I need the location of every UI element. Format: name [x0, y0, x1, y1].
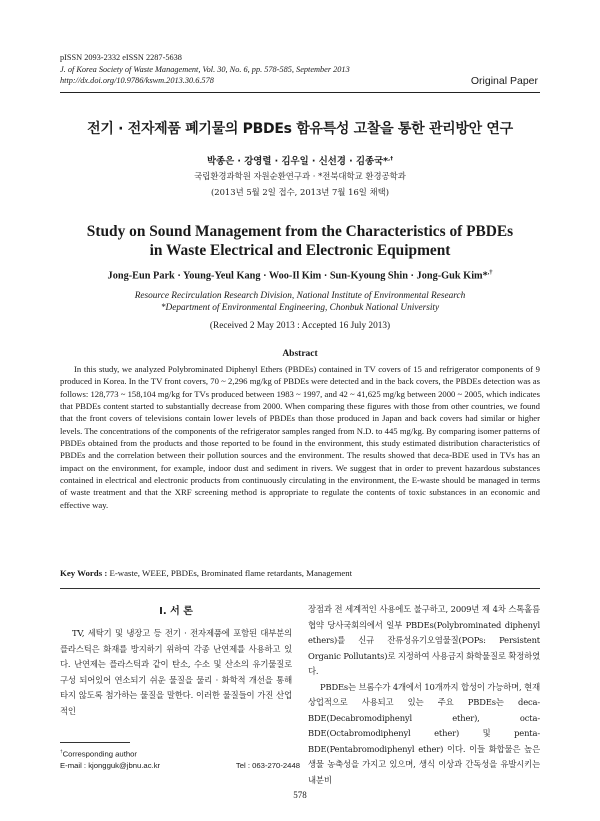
korean-title: 전기 · 전자제품 폐기물의 PBDEs 함유특성 고찰을 통한 관리방안 연구 — [87, 121, 513, 137]
abstract-heading: Abstract — [282, 349, 318, 359]
keywords-label: Key Words : — [60, 568, 108, 578]
keywords-rule — [60, 588, 540, 589]
keywords-text: E-waste, WEEE, PBDEs, Brominated flame retardants, Management — [107, 568, 353, 578]
issn-line: pISSN 2093-2332 eISSN 2287-5638 — [60, 53, 182, 62]
english-dates: (Received 2 May 2013 : Accepted 16 July 2013) — [209, 321, 391, 331]
section-heading-text: I. 서 론 — [159, 606, 193, 617]
english-authors-mark: ,† — [487, 269, 493, 276]
body-paragraph: 장점과 전 세계적인 사용에도 불구하고, 2009년 제 4차 스톡홀름협약 당사국회의에서 일부 PBDEs(Polybrominated diphenyl ethers)를 신규 잔류성유기오염물질(POPs: Persistent Organic Pollutants)로 지정하여 사용금지 화학물질로 확정하였다. — [308, 604, 540, 676]
footnote-rule — [60, 742, 130, 743]
footnote-mark: † — [60, 749, 63, 754]
korean-authors — [50, 153, 550, 167]
page-number: 578 — [293, 790, 307, 800]
english-title — [50, 222, 550, 260]
english-affiliation-line2: *Department of Environmental Engineering, Chonbuk National University — [160, 303, 440, 313]
english-affiliation — [50, 290, 550, 314]
footnote-label: Corresponding author — [62, 749, 137, 759]
corresponding-author-footnote — [60, 746, 300, 771]
author-phone: Tel : 063-270-2448 — [235, 760, 300, 770]
body-paragraph: TV, 세탁기 및 냉장고 등 전기 · 전자제품에 포함된 대부분의 플라스틱은 화재를 방지하기 위하여 각종 난연제를 사용하고 있다. 난연제는 플라스틱과 같이 탄소, 수소 및 산소의 유기물질로 구성 되어있어 연소되기 쉬운 물질을 물리 · 화학적 개선을 통해 타지 않도록 첨가하는 물질을 말한다. 이러한 물질들이 가진 산업적인 — [60, 628, 292, 716]
keywords — [60, 568, 540, 578]
korean-affiliation: 국립환경과학원 자원순환연구과 · *전북대학교 환경공학과 — [194, 171, 406, 181]
english-title-line1: Study on Sound Management from the Characteristics of PBDEs — [86, 223, 514, 240]
journal-header — [60, 52, 480, 87]
doi-link[interactable]: http://dx.doi.org/10.9786/kswm.2013.30.6.578 — [60, 76, 214, 86]
korean-authors-names: 박종은 · 강영렬 · 김우일 · 신선경 · 김종국* — [206, 156, 389, 167]
korean-dates: (2013년 5월 2일 접수, 2013년 7월 16일 채택) — [210, 187, 389, 197]
body-left-column — [60, 600, 292, 719]
english-title-line2: in Waste Electrical and Electronic Equipment — [149, 242, 451, 259]
footnote-label-line — [60, 746, 300, 760]
article-type-label: Original Paper — [470, 75, 538, 87]
journal-citation: J. of Korea Society of Waste Management, Vol. 30, No. 6, pp. 578-585, September 2013 — [60, 64, 350, 74]
english-authors — [50, 269, 550, 281]
author-email[interactable]: E-mail : kjongguk@jbnu.ac.kr — [60, 760, 161, 770]
english-affiliation-line1: Resource Recirculation Research Division, National Institute of Environmental Research — [134, 291, 466, 301]
korean-authors-mark: ,† — [388, 155, 394, 162]
section-heading — [60, 600, 292, 617]
body-paragraph: PBDEs는 브롬수가 4개에서 10개까지 합성이 가능하며, 현재 상업적으로 사용되고 있는 주요 PBDEs는 deca-BDE(Decabromodiphenyl ether), octa-BDE(Octabromodiphenyl ether) 및 penta-BDE(Pentabromodiphenyl ether) 이다. 이들 화합물은 높은 생물 농축성을 가지고 있으며, 생식 이상과 간독성을 유발시키는 내분비 — [308, 681, 540, 785]
header-rule — [60, 92, 540, 93]
body-right-column — [308, 602, 540, 788]
footnote-contact-row — [60, 760, 300, 771]
abstract-text: In this study, we analyzed Polybrominated Diphenyl Ethers (PBDEs) contained in TV covers of 15 and refrigerator components of 9 produced in Korea. In the TV front covers, 70 ~ 2,296 mg/kg of PBDEs were detected and in the back covers, the PBDEs detection was as follows: 128,773 ~ 158,104 mg/kg for TVs produced between 1983 ~ 1997, and 42 ~ 41,625 mg/kg between 2000 ~ 2005, which indicates that PBDEs content started to substantially decrease from 2000. When comparing these figures with those from other countries, we found that the front covers of televisions contain lower levels of PBDEs than those produced in Japan and back covers had similar or higher levels. The concentrations of the components of the refrigerator samples ranged from N.D. to 445 mg/kg. By comparing isomer patterns of PBDEs obtained from the products and those reported to be found in the environment, this study estimated distribution characteristics of PBDEs and the correlation between their pollution sources and the environment. The results showed that deca-BDE used in TVs has an impact on the environment, for example, indoor dust and sediment in rivers. We suggest that in order to prevent hazardous substances contained in electrical and electronic products from continuously circulating in the environment, the E-waste should be managed in terms of waste treatment and that the XRF screening method is appropriate to regulate the contents of toxic substances in an economic and effective way. — [60, 364, 540, 510]
english-authors-names: Jong-Eun Park · Young-Yeul Kang · Woo-Il Kim · Sun-Kyoung Shin · Jong-Guk Kim* — [107, 270, 488, 282]
